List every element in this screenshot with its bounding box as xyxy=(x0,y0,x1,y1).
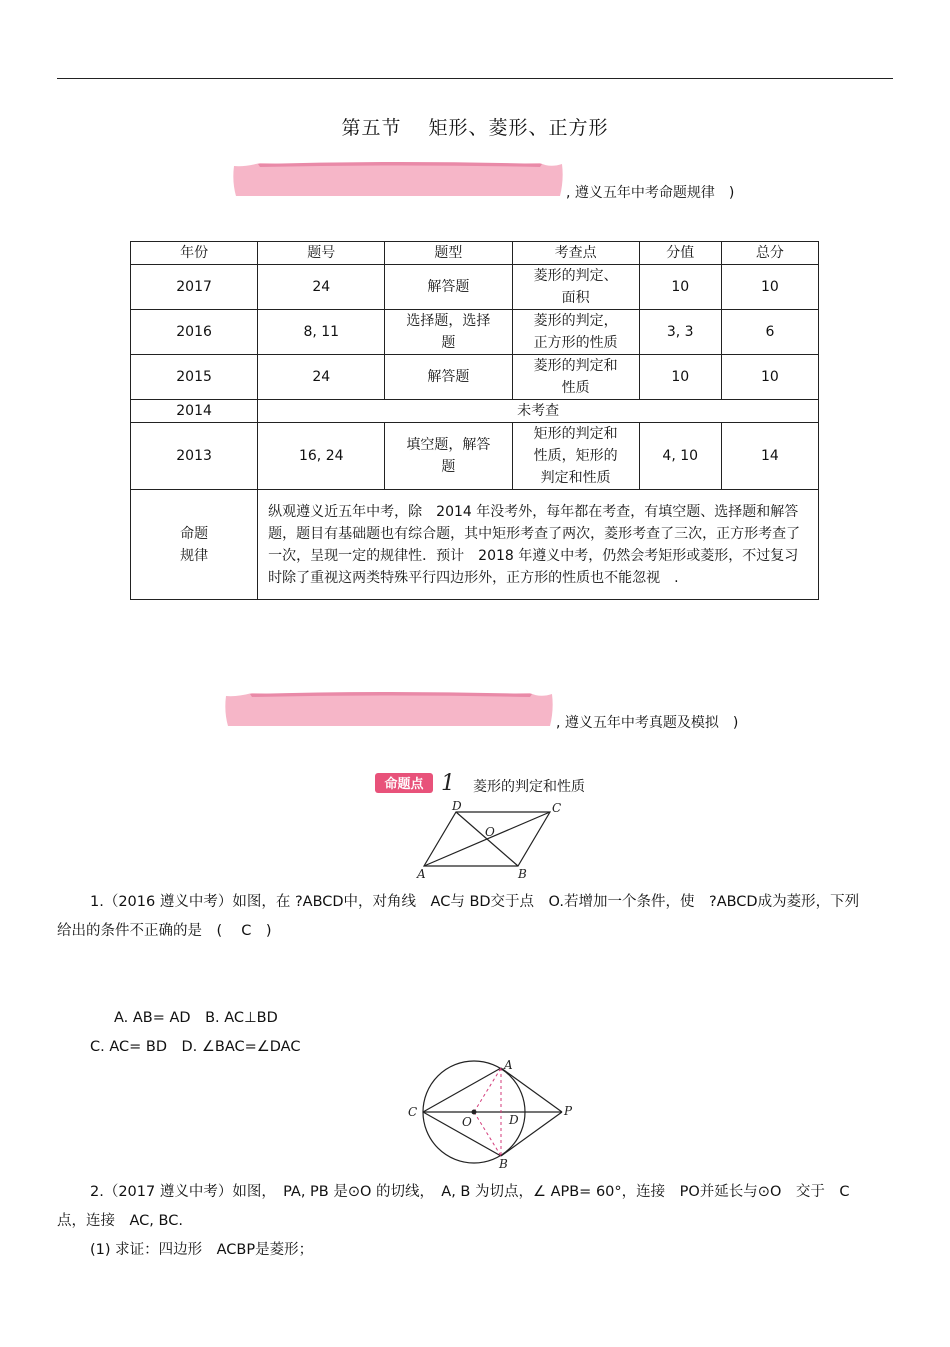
type-cell: 选择题，选择 题 xyxy=(385,310,512,355)
point-tag-label: 命题点 xyxy=(384,777,424,792)
type-cell: 解答题 xyxy=(385,355,512,400)
point-tag-number: 1 xyxy=(441,771,455,796)
table-row xyxy=(131,355,819,400)
year-cell: 2015 xyxy=(131,355,258,400)
circle-tangent-figure xyxy=(404,1055,584,1173)
point-cell: 矩形的判定和 性质，矩形的 判定和性质 xyxy=(512,423,639,490)
header-cell: 年份 xyxy=(131,242,258,265)
question-1-line-1: 1.（2016 遵义中考）如图，在 ?ABCD中，对角线 AC与 BD交于点 O.若增加一个条件，使 ?ABCD成为菱形，下列 xyxy=(90,894,860,910)
exam-rules-table xyxy=(130,241,819,600)
point-tag xyxy=(373,768,456,796)
type-cell: 解答题 xyxy=(385,265,512,310)
score-cell: 4, 10 xyxy=(639,423,721,490)
question-2-part-1: (1) 求证：四边形 ACBP是菱形； xyxy=(90,1242,314,1258)
not-tested-cell: 未考查 xyxy=(258,400,819,423)
banner-caption: , 遵义五年中考真题及模拟 ) xyxy=(556,715,739,731)
question-1-line-2: 给出的条件不正确的是 ( C ) xyxy=(57,923,272,939)
question-2-line-1: 2.（2017 遵义中考）如图， PA, PB 是⊙O 的切线， A, B 为切点，∠ APB= 60°，连接 PO并延长与⊙O 交于 C xyxy=(90,1184,850,1200)
label-d: D xyxy=(452,800,462,813)
total-cell: 10 xyxy=(721,355,818,400)
point-cell: 菱形的判定和 性质 xyxy=(512,355,639,400)
table-summary-row xyxy=(131,490,819,600)
number-cell: 8, 11 xyxy=(258,310,385,355)
total-cell: 14 xyxy=(721,423,818,490)
table-header-row xyxy=(131,242,819,265)
summary-label-cell: 命题 规律 xyxy=(131,490,258,600)
header-cell: 分值 xyxy=(639,242,721,265)
point-cell: 菱形的判定， 正方形的性质 xyxy=(512,310,639,355)
label-c: C xyxy=(408,1105,418,1119)
top-rule xyxy=(57,78,893,79)
label-b: B xyxy=(499,1157,508,1171)
ribbon-decoration xyxy=(230,160,566,198)
label-b: B xyxy=(518,867,527,880)
header-cell: 总分 xyxy=(721,242,818,265)
header-cell: 题号 xyxy=(258,242,385,265)
banner-caption: , 遵义五年中考命题规律 ) xyxy=(566,185,735,201)
year-cell: 2017 xyxy=(131,265,258,310)
number-cell: 24 xyxy=(258,355,385,400)
table-row xyxy=(131,265,819,310)
parallelogram-figure xyxy=(412,800,572,880)
question-1-options-ab: A. AB= AD B. AC⊥BD xyxy=(114,1010,278,1026)
table-row xyxy=(131,310,819,355)
summary-text-cell: 纵观遵义近五年中考，除 2014 年没考外，每年都在考查，有填空题、选择题和解答题，题目有基础题也有综合题，其中矩形考查了两次，菱形考查了三次，正方形考查了一次，呈现一定的规律性．预计 2018 年遵义中考，仍然会考矩形或菱形，不过复习时除了重视这两类特殊平行四边形外，正方形的性质也不能忽视 . xyxy=(258,490,819,600)
point-tag-badge xyxy=(373,768,456,796)
header-cell: 题型 xyxy=(385,242,512,265)
label-c: C xyxy=(552,801,562,815)
point-cell: 菱形的判定、 面积 xyxy=(512,265,639,310)
total-cell: 6 xyxy=(721,310,818,355)
label-o: O xyxy=(485,825,495,839)
label-a: A xyxy=(504,1058,513,1072)
label-a: A xyxy=(417,867,426,880)
section-banner-rules xyxy=(230,160,566,198)
total-cell: 10 xyxy=(721,265,818,310)
year-cell: 2013 xyxy=(131,423,258,490)
label-d: D xyxy=(509,1113,519,1127)
section-banner-exams xyxy=(222,690,556,728)
table-row xyxy=(131,400,819,423)
point-tag-topic: 菱形的判定和性质 xyxy=(473,779,585,795)
label-o: O xyxy=(462,1115,472,1129)
question-1-options-cd: C. AC= BD D. ∠BAC=∠DAC xyxy=(90,1039,301,1055)
ribbon-decoration xyxy=(222,690,556,728)
section-title: 第五节 矩形、菱形、正方形 xyxy=(341,117,609,139)
score-cell: 10 xyxy=(639,355,721,400)
number-cell: 24 xyxy=(258,265,385,310)
label-p: P xyxy=(564,1104,573,1118)
number-cell: 16, 24 xyxy=(258,423,385,490)
question-2-line-2: 点，连接 AC, BC. xyxy=(57,1213,183,1229)
table-row xyxy=(131,423,819,490)
header-cell: 考查点 xyxy=(512,242,639,265)
score-cell: 10 xyxy=(639,265,721,310)
score-cell: 3, 3 xyxy=(639,310,721,355)
year-cell: 2014 xyxy=(131,400,258,423)
type-cell: 填空题，解答 题 xyxy=(385,423,512,490)
year-cell: 2016 xyxy=(131,310,258,355)
